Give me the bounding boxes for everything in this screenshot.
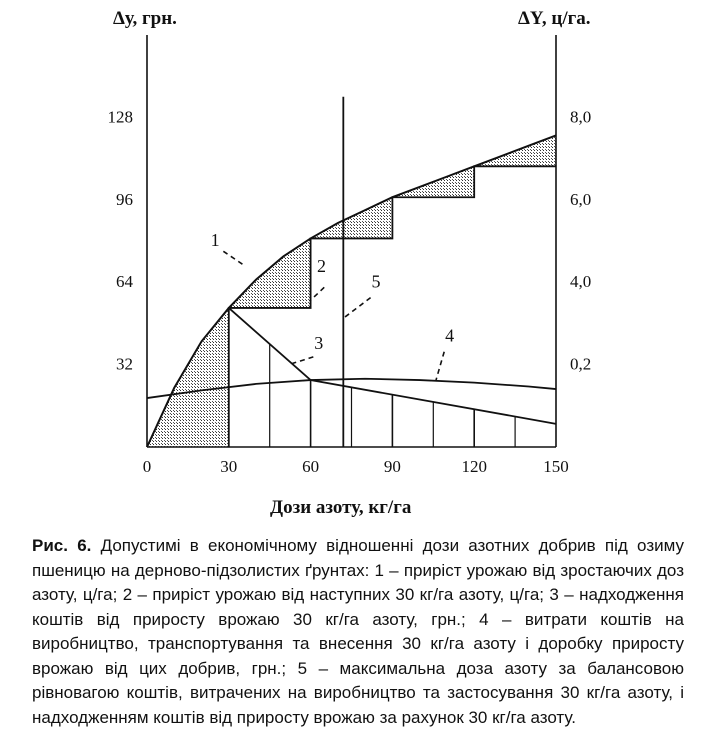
x-tick-label: 150 — [543, 457, 569, 476]
callout-leader — [311, 287, 325, 300]
callout-label: 4 — [445, 325, 455, 346]
x-tick-label: 30 — [220, 457, 238, 476]
caption-text: Допустимі в економічному відношенні дози азотних добрив під озиму пшеницю на дерново-підзолистих ґрунтах: 1 – приріст урожаю від зростаючих доз азоту, ц/га; 2 – приріст урожаю від наступних 30 кг/га азоту, ц/га; 3 – надходження коштів від приросту врожаю 30 кг/га азоту, грн.; 4 – витрати коштів на виробництво, транспортування та внесення 30 кг/га азоту і доробку приросту врожаю від цих добрив, грн.; 5 – максимальна доза азоту за балансовою рівновагою коштів, витрачених на виробництво та застосування 30 кг/га азоту, і надходженням коштів від приросту врожаю за рахунок 30 кг/га азоту. — [32, 536, 684, 727]
callout-leader — [223, 251, 242, 264]
x-tick-label: 90 — [383, 457, 401, 476]
x-axis-title: Дози азоту, кг/га — [270, 497, 412, 518]
hatched-area — [147, 308, 229, 447]
x-tick-label: 60 — [302, 457, 320, 476]
callout-leader — [289, 357, 314, 365]
right-tick-label: 4,0 — [570, 272, 592, 292]
figure-caption — [32, 534, 684, 730]
hatched-area — [229, 238, 311, 308]
callout-label: 3 — [314, 333, 324, 354]
callout-label: 1 — [210, 230, 220, 251]
callout-label: 2 — [317, 255, 327, 276]
caption-figure-number: Рис. 6. — [32, 536, 92, 555]
left-axis-title: Δу, грн. — [113, 8, 177, 29]
callout-label: 5 — [371, 271, 381, 292]
left-tick-label: 96 — [116, 189, 133, 209]
left-tick-label: 64 — [116, 272, 133, 292]
x-tick-label: 120 — [461, 457, 487, 476]
left-tick-label: 128 — [107, 107, 133, 127]
left-tick-label: 32 — [116, 354, 133, 374]
callout-leader — [436, 352, 444, 380]
right-axis-title: ΔY, ц/га. — [518, 8, 591, 29]
callout-leader — [343, 298, 370, 319]
right-tick-label: 6,0 — [570, 189, 592, 209]
x-tick-label: 0 — [142, 457, 152, 476]
right-tick-label: 8,0 — [570, 107, 592, 127]
right-tick-label: 0,2 — [570, 354, 592, 374]
